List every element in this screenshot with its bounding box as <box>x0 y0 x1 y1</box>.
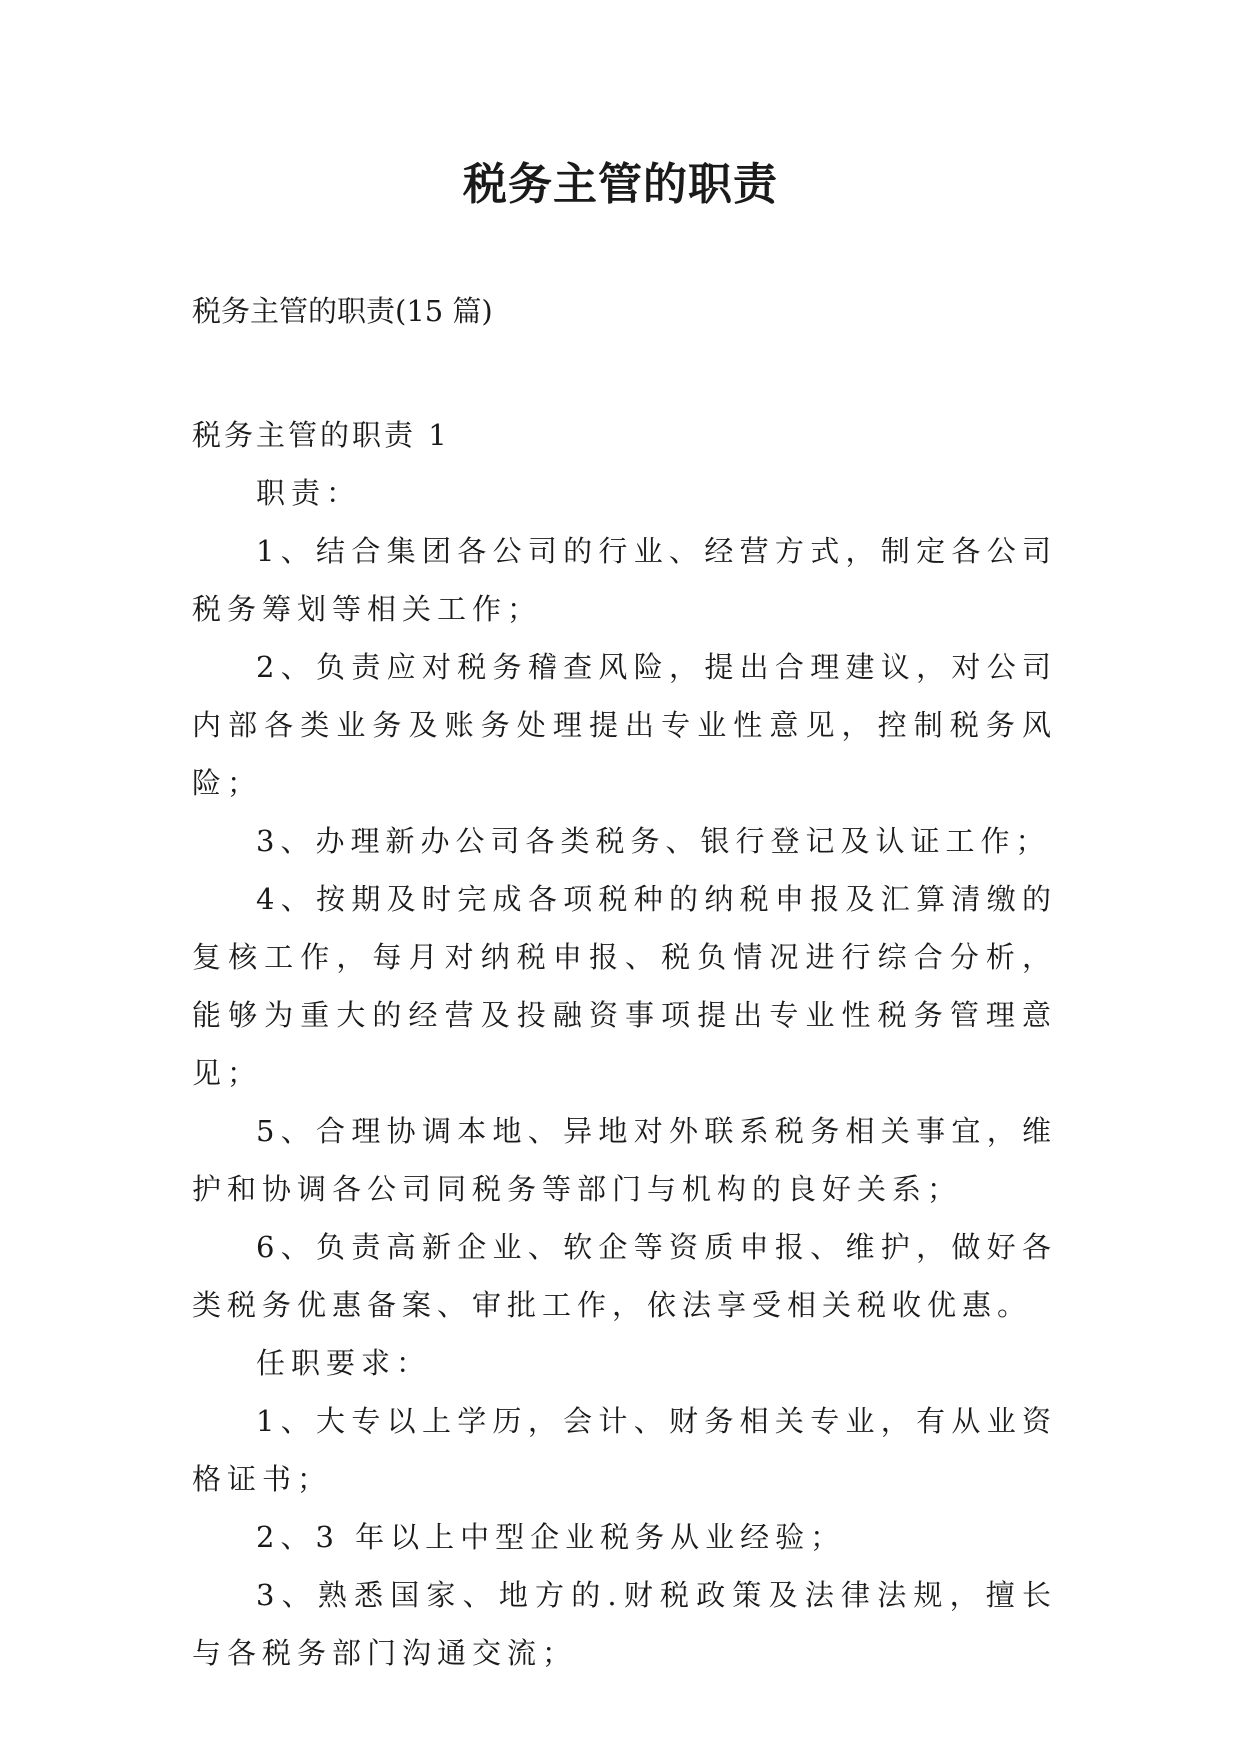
document-body <box>192 406 1057 1682</box>
duty-item-5: 5、合理协调本地、异地对外联系税务相关事宜，维护和协调各公司同税务等部门与机构的良好关系； <box>192 1114 1057 1206</box>
duty-item-6: 6、负责高新企业、软企等资质申报、维护，做好各类税务优惠备案、审批工作，依法享受相关税收优惠。 <box>192 1230 1057 1322</box>
duty-item-1: 1、结合集团各公司的行业、经营方式，制定各公司税务筹划等相关工作； <box>192 534 1057 626</box>
document-subtitle: 税务主管的职责(15 篇) <box>192 294 493 328</box>
document-title: 税务主管的职责 <box>463 159 778 210</box>
requirements-label: 任职要求： <box>256 1346 432 1380</box>
duties-label: 职责： <box>256 476 362 510</box>
duty-item-2: 2、负责应对税务稽查风险，提出合理建议，对公司内部各类业务及账务处理提出专业性意见，控制税务风险； <box>192 650 1057 800</box>
requirement-item-1: 1、大专以上学历，会计、财务相关专业，有从业资格证书； <box>192 1404 1057 1496</box>
duty-item-3: 3、办理新办公司各类税务、银行登记及认证工作； <box>256 824 1051 858</box>
duty-item-4: 4、按期及时完成各项税种的纳税申报及汇算清缴的复核工作，每月对纳税申报、税负情况进行综合分析，能够为重大的经营及投融资事项提出专业性税务管理意见； <box>192 882 1057 1090</box>
requirement-item-3: 3、熟悉国家、地方的.财税政策及法律法规，擅长与各税务部门沟通交流； <box>192 1578 1057 1670</box>
section-heading: 税务主管的职责 1 <box>192 418 450 452</box>
requirement-item-2: 2、3 年以上中型企业税务从业经验； <box>256 1520 846 1554</box>
